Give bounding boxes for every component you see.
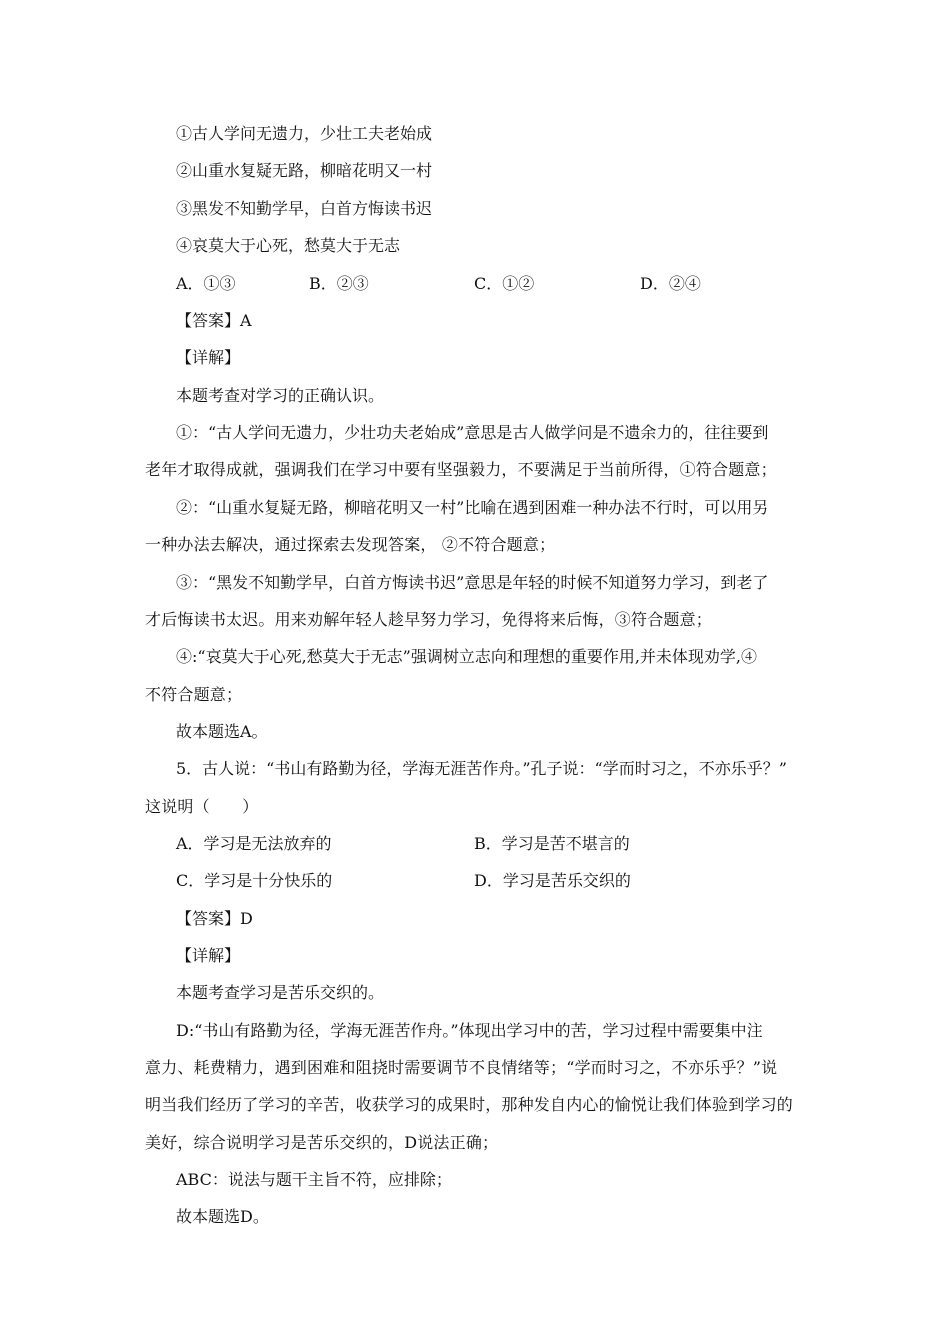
q4-analysis-3-line-2: 才后悔读书太迟。用来劝解年轻人趁早努力学习，免得将来后悔，③符合题意；	[145, 610, 713, 629]
q5-conclusion: 故本题选D。	[176, 1207, 269, 1226]
q5-analysis-line-3: 明当我们经历了学习的辛苦，收获学习的成果时，那种发自内心的愉悦让我们体验到学习的	[145, 1095, 794, 1114]
q5-option-d: D．学习是苦乐交织的	[474, 871, 631, 890]
q4-intro: 本题考查对学习的正确认识。	[176, 386, 385, 405]
q4-option-a: A．①③	[176, 274, 236, 293]
statement-3: ③黑发不知勤学早，白首方悔读书迟	[176, 199, 433, 218]
statement-1: ①古人学问无遗力，少壮工夫老始成	[176, 124, 433, 143]
q5-analysis-line-2: 意力、耗费精力，遇到困难和阻挠时需要调节不良情绪等；“学而时习之，不亦乐乎？”说	[145, 1058, 778, 1077]
q4-analysis-4-line-1: ④:“哀莫大于心死,愁莫大于无志”强调树立志向和理想的重要作用,并未体现劝学,④	[176, 647, 758, 666]
q4-analysis-2-line-1: ②：“山重水复疑无路，柳暗花明又一村”比喻在遇到困难一种办法不行时，可以用另	[176, 498, 769, 517]
q5-analysis-line-4: 美好，综合说明学习是苦乐交织的，D说法正确；	[145, 1133, 499, 1152]
q4-conclusion: 故本题选A。	[176, 722, 268, 741]
q5-option-b: B．学习是苦不堪言的	[474, 834, 630, 853]
q5-abc-note: ABC：说法与题干主旨不符，应排除；	[176, 1170, 452, 1189]
statement-2: ②山重水复疑无路，柳暗花明又一村	[176, 161, 433, 180]
q4-analysis-4-line-2: 不符合题意；	[145, 685, 243, 704]
q4-analysis-1-line-1: ①：“古人学问无遗力，少壮功夫老始成”意思是古人做学问是不遗余力的，往往要到	[176, 423, 769, 442]
q5-answer: 【答案】D	[176, 909, 253, 928]
q4-option-d: D．②④	[640, 274, 701, 293]
q4-explain-label: 【详解】	[176, 348, 241, 367]
q5-analysis-line-1: D:“书山有路勤为径，学海无涯苦作舟。”体现出学习中的苦，学习过程中需要集中注	[176, 1021, 763, 1040]
q5-intro: 本题考查学习是苦乐交织的。	[176, 983, 385, 1002]
statement-4: ④哀莫大于心死，愁莫大于无志	[176, 236, 401, 255]
q5-option-c: C．学习是十分快乐的	[176, 871, 333, 890]
q5-option-a: A．学习是无法放弃的	[176, 834, 332, 853]
q5-stem-line-1: 5．古人说：“书山有路勤为径，学海无涯苦作舟。”孔子说：“学而时习之，不亦乐乎？”	[176, 759, 787, 778]
q5-explain-label: 【详解】	[176, 946, 241, 965]
q4-answer: 【答案】A	[176, 311, 252, 330]
q4-option-b: B．②③	[309, 274, 369, 293]
q4-analysis-1-line-2: 老年才取得成就，强调我们在学习中要有坚强毅力，不要满足于当前所得，①符合题意；	[145, 460, 777, 479]
q5-stem-line-2: 这说明（ ）	[145, 797, 259, 816]
q4-analysis-3-line-1: ③：“黑发不知勤学早，白首方悔读书迟”意思是年轻的时候不知道努力学习，到老了	[176, 573, 769, 592]
q4-analysis-2-line-2: 一种办法去解决，通过探索去发现答案， ②不符合题意；	[145, 535, 556, 554]
q4-option-c: C．①②	[474, 274, 535, 293]
